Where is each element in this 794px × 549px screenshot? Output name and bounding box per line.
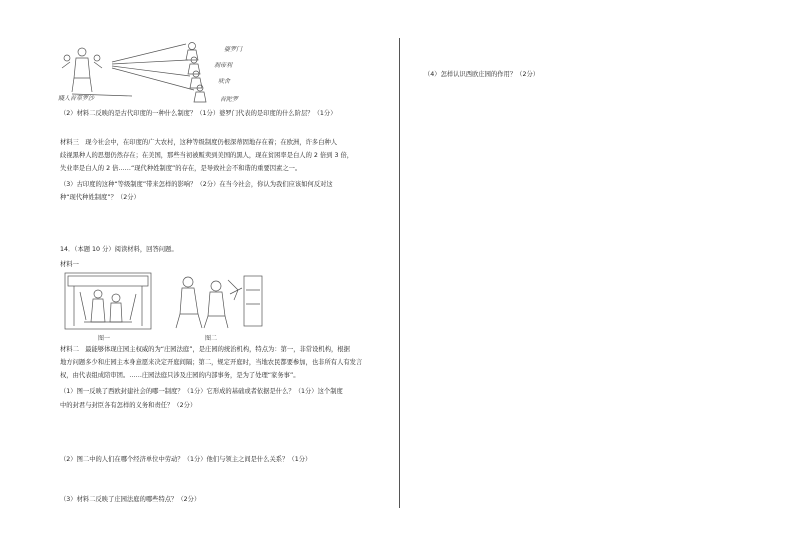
material3-line1: 材料三 现今社会中，在印度的广大农村，这种等级制度仍根深蒂固地存在着；在欧洲，许多白种人 bbox=[60, 139, 338, 146]
question-14-2: （2）图二中的人们在哪个经济单位中劳动？（1分）他们与领主之间是什么关系？（1分） bbox=[60, 456, 312, 463]
figure-1-fealty bbox=[64, 272, 152, 330]
material1-label: 材料一 bbox=[60, 261, 79, 268]
column-divider bbox=[399, 38, 400, 508]
labor-illustration bbox=[168, 270, 266, 332]
question-14-header: 14．（本题 10 分）阅读材料，回答问题。 bbox=[60, 246, 178, 253]
caste-label-kshatriya: 刹帝利 bbox=[214, 62, 233, 69]
figure-2-labor bbox=[168, 270, 266, 332]
caste-label-shudra: 首陀罗 bbox=[220, 96, 239, 103]
material3-line2: 歧视黑种人的思想仍然存在；在美国，那些当初被贩卖到美国的黑人，现在贫困率是白人的 2 倍到 3 倍， bbox=[60, 152, 354, 159]
material2-line3: 权，由代表组成陪审团。……庄园法庭只涉及庄园的内部事务，是为了处理“家务事”。 bbox=[60, 372, 300, 379]
caste-label-untouchables: 賤人首草罗沙 bbox=[58, 95, 95, 102]
question-14-1-line2: 中的封君与封臣各有怎样的义务和责任？（2分） bbox=[60, 402, 197, 409]
question-4: （4）怎样认识西欧庄园的作用？（2分） bbox=[424, 71, 540, 78]
question-3-line1: （3）古印度的这种“等级制度”带来怎样的影响？（2分）在当今社会，你认为我们应该如何反对这 bbox=[60, 181, 333, 188]
caste-label-brahmin: 婆罗门 bbox=[224, 46, 243, 53]
question-3-line2: 种“现代种姓制度”？（2分） bbox=[60, 194, 140, 201]
material2-line1: 材料二 最能够体现庄园主权威的为“庄园法庭”，是庄园的统治机构，特点为：第一，非常设机构，根据 bbox=[60, 346, 350, 353]
figure-1-caption: 图一 bbox=[98, 335, 111, 342]
material3-line3: 失业率是白人的 2 倍……“现代种姓制度”的存在，是导致社会不和谐的重要因素之一。 bbox=[60, 165, 302, 172]
figure-2-caption: 图二 bbox=[205, 335, 218, 342]
material2-line2: 地方问题多少和庄园主本身意愿来决定开庭间隔；第二，规定开庭时，当地农民都要参加，也非所有人有发言 bbox=[60, 359, 363, 366]
caste-label-vaishya: 吠舍 bbox=[218, 78, 231, 85]
question-2-material2: （2）材料二反映的是古代印度的一种什么制度？（1分）婆罗门代表的是印度的什么阶层？（1分） bbox=[60, 110, 337, 117]
fealty-illustration bbox=[64, 272, 152, 330]
question-14-3: （3）材料二反映了庄园法庭的哪些特点？（2分） bbox=[60, 496, 201, 503]
caste-figure bbox=[52, 38, 252, 104]
question-14-1-line1: （1）图一反映了西欧封建社会的哪一制度？（1分）它形成的基础或者依据是什么？（1分）这个制度 bbox=[60, 388, 343, 395]
